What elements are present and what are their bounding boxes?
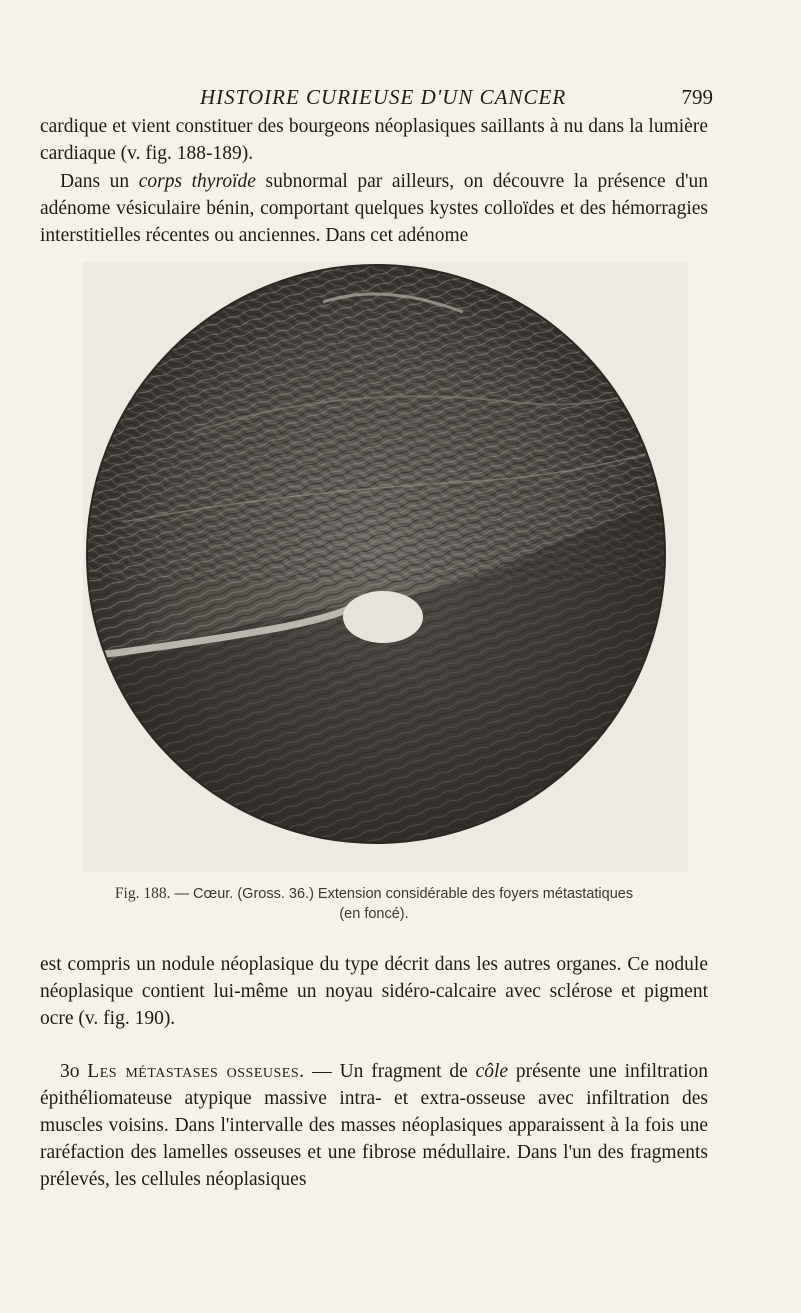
page-number: 799 xyxy=(681,85,713,109)
paragraph-bone-text-a: — Un fragment de xyxy=(304,1061,476,1082)
figure-caption xyxy=(40,884,708,924)
caption-line-2: (en foncé). xyxy=(339,906,409,922)
running-title: HISTOIRE CURIEUSE D'UN CANCER xyxy=(200,85,567,109)
paragraph-thyroid-text-b: subnormal par ailleurs, on découvre la présence d'un adénome vésiculaire bénin, comportant quelques kystes colloïdes et des hémorragies interstitielles récentes ou anciennes. Dans cet adénome xyxy=(40,171,708,246)
caption-label: Fig. 188. xyxy=(114,885,171,902)
lumen-spot xyxy=(343,591,423,643)
paragraph-nodule: est compris un nodule néoplasique du type décrit dans les autres organes. Ce nodule néoplasique contient lui-même un noyau sidéro-calcaire avec sclérose et pigment ocre (v. fig. 190). xyxy=(40,954,708,1029)
paragraph-bone-metastases xyxy=(40,1058,708,1193)
caption-line-1 xyxy=(40,884,708,904)
section-number: 3o xyxy=(60,1061,88,1082)
paragraph-thyroid xyxy=(40,168,708,249)
micrograph-figure xyxy=(83,262,688,872)
paragraph-bone-text-b: présente une infiltration épithéliomateuse atypique massive intra- et extra-osseuse avec infiltration des muscles voisins. Dans l'intervalle des masses néoplasiques apparaissent à la fois une raréfaction des lamelles osseuses et une fibrose médullaire. Dans l'un des fragments prélevés, les cellules néoplasiques xyxy=(40,1061,708,1190)
paragraph-cardiac: cardique et vient constituer des bourgeons néoplasiques saillants à nu dans la lumière cardiaque (v. fig. 188-189). xyxy=(40,116,708,164)
caption-text: — Cœur. (Gross. 36.) Extension considérable des foyers métastatiques xyxy=(170,886,634,902)
section-heading: Les métastases osseuses. xyxy=(87,1061,305,1082)
paragraph-thyroid-italic: corps thyroïde xyxy=(138,171,256,192)
paragraph-thyroid-text-a: Dans un xyxy=(60,171,139,192)
paragraph-bone-italic: côle xyxy=(475,1061,509,1082)
micrograph-image xyxy=(83,262,688,872)
